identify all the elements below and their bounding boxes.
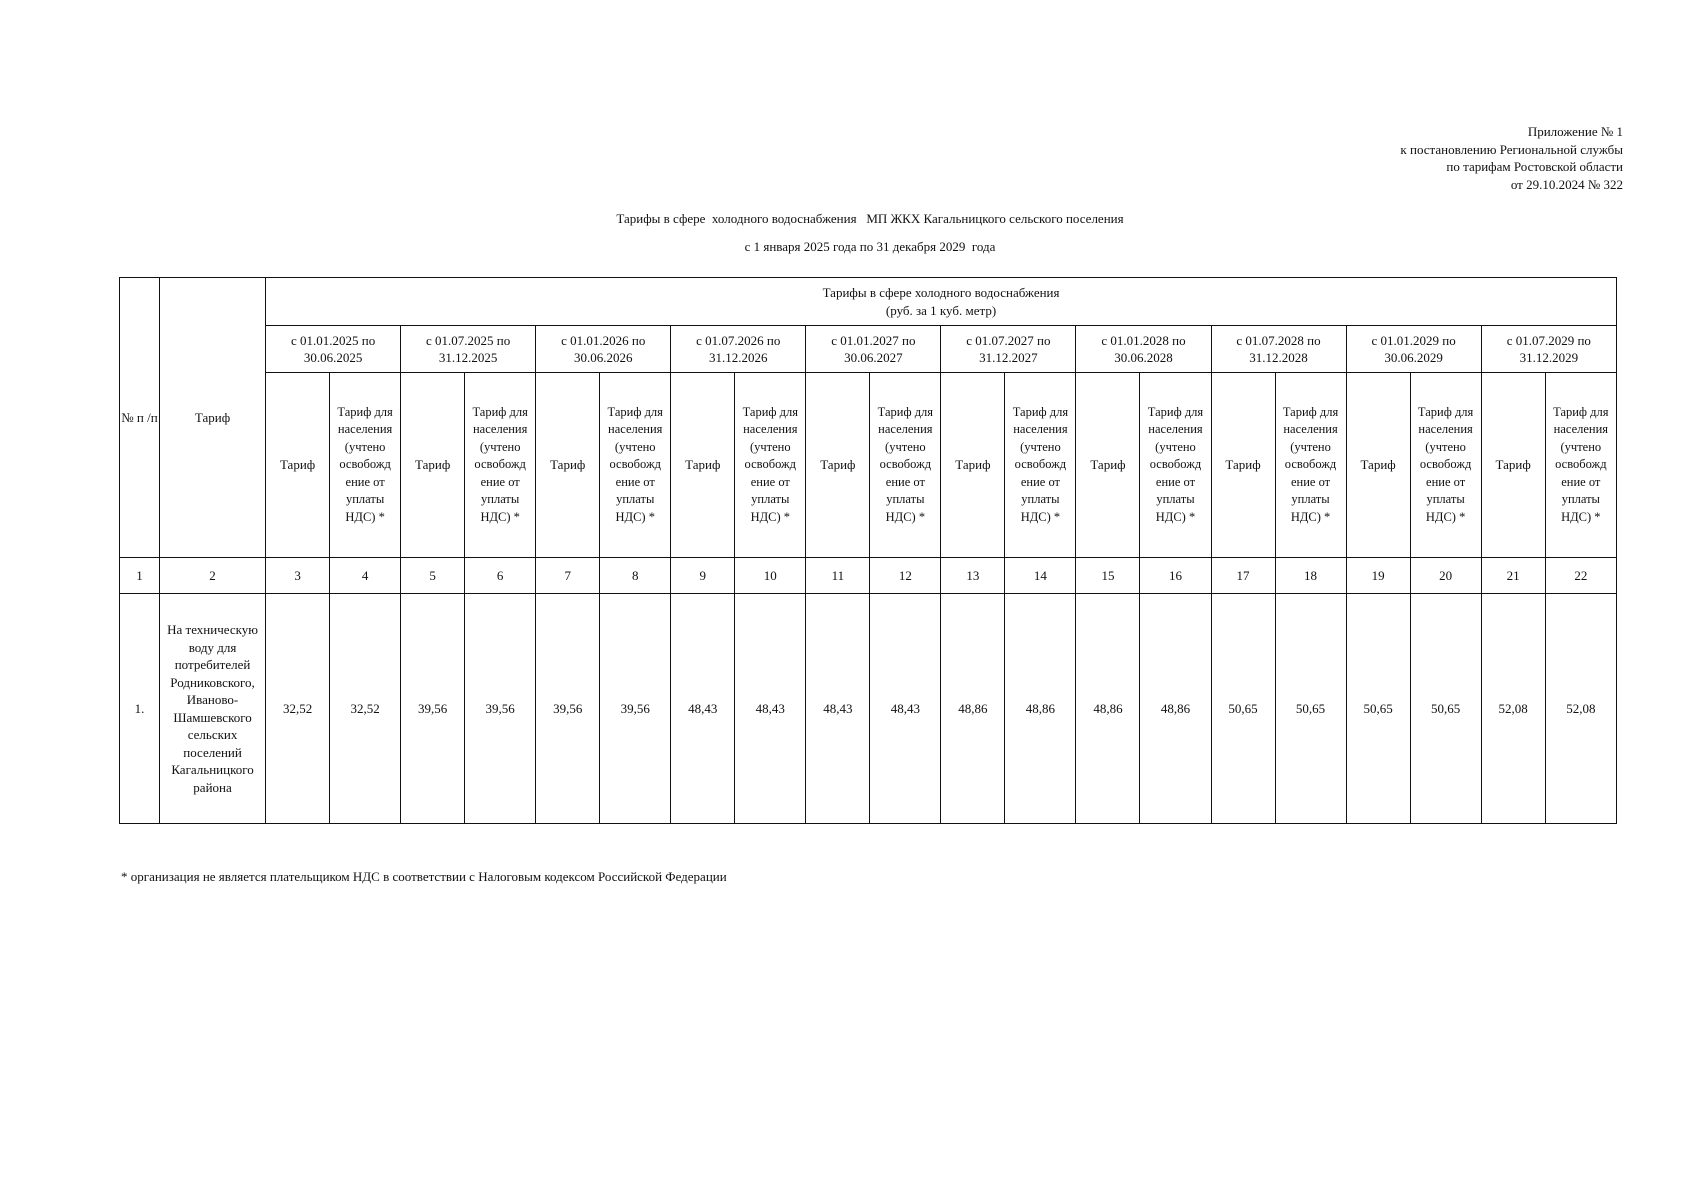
tariff-value: 48,43 <box>870 594 941 824</box>
header-tariff <box>160 278 266 558</box>
column-number: 22 <box>1545 558 1616 594</box>
sub-header-tariff: Тариф <box>266 373 330 558</box>
column-number: 20 <box>1410 558 1481 594</box>
sub-header-population-tariff: Тариф для населения (учтено освобожд ение от уплаты НДС) * <box>1005 373 1076 558</box>
document-subtitle: с 1 января 2025 года по 31 декабря 2029 года <box>744 239 996 254</box>
column-number: 2 <box>160 558 266 594</box>
appendix-line-4: от 29.10.2024 № 322 <box>1510 176 1623 192</box>
tariff-value: 48,86 <box>1005 594 1076 824</box>
sub-header-population-tariff: Тариф для населения (учтено освобожд ение от уплаты НДС) * <box>330 373 401 558</box>
sub-header-population-tariff: Тариф для населения (учтено освобожд ение от уплаты НДС) * <box>465 373 536 558</box>
column-number: 8 <box>600 558 671 594</box>
appendix-block <box>1400 123 1623 193</box>
column-number: 5 <box>401 558 465 594</box>
tariff-value: 50,65 <box>1275 594 1346 824</box>
sub-header-tariff: Тариф <box>806 373 870 558</box>
column-number: 19 <box>1346 558 1410 594</box>
tariff-value: 32,52 <box>330 594 401 824</box>
tariff-value: 52,08 <box>1481 594 1545 824</box>
tariff-value: 50,65 <box>1410 594 1481 824</box>
sub-header-population-tariff: Тариф для населения (учтено освобожд ение от уплаты НДС) * <box>600 373 671 558</box>
column-number: 9 <box>671 558 735 594</box>
tariff-table <box>119 277 1617 824</box>
sub-header-tariff: Тариф <box>941 373 1005 558</box>
sub-header-population-tariff: Тариф для населения (учтено освобожд ение от уплаты НДС) * <box>870 373 941 558</box>
tariff-value: 50,65 <box>1211 594 1275 824</box>
header-tariff-label: Тариф <box>194 409 231 425</box>
header-row-number-label: № п /п <box>121 409 158 425</box>
period-header: с 01.01.2027 по 30.06.2027 <box>806 326 941 373</box>
column-number: 13 <box>941 558 1005 594</box>
appendix-line-2: к постановлению Региональной службы <box>1400 141 1623 157</box>
column-number: 10 <box>735 558 806 594</box>
tariff-name: На техническую воду для потребителей Родниковского, Иваново-Шамшевского сельских поселений Кагальницкого района <box>160 594 266 824</box>
tariff-value: 48,43 <box>806 594 870 824</box>
period-header: с 01.07.2027 по 31.12.2027 <box>941 326 1076 373</box>
tariff-value: 39,56 <box>401 594 465 824</box>
footnote: * организация не является плательщиком НДС в соответствии с Налоговым кодексом Российской Федерации <box>121 869 727 884</box>
sub-header-population-tariff: Тариф для населения (учтено освобожд ение от уплаты НДС) * <box>1545 373 1616 558</box>
column-number: 17 <box>1211 558 1275 594</box>
tariff-value: 48,43 <box>671 594 735 824</box>
column-number: 4 <box>330 558 401 594</box>
tariff-value: 48,86 <box>941 594 1005 824</box>
column-number: 14 <box>1005 558 1076 594</box>
sub-header-population-tariff: Тариф для населения (учтено освобожд ение от уплаты НДС) * <box>1275 373 1346 558</box>
sub-header-population-tariff: Тариф для населения (учтено освобожд ение от уплаты НДС) * <box>1410 373 1481 558</box>
tariff-value: 48,86 <box>1076 594 1140 824</box>
appendix-line-3: по тарифам Ростовской области <box>1446 159 1623 174</box>
column-number: 7 <box>536 558 600 594</box>
header-group <box>266 278 1617 326</box>
period-header: с 01.01.2026 по 30.06.2026 <box>536 326 671 373</box>
sub-header-tariff: Тариф <box>1211 373 1275 558</box>
sub-header-tariff: Тариф <box>1076 373 1140 558</box>
column-number: 1 <box>120 558 160 594</box>
column-number: 3 <box>266 558 330 594</box>
table-row <box>120 594 1617 824</box>
sub-header-tariff: Тариф <box>401 373 465 558</box>
sub-header-tariff: Тариф <box>1481 373 1545 558</box>
row-number: 1. <box>120 594 160 824</box>
period-header: с 01.07.2025 по 31.12.2025 <box>401 326 536 373</box>
tariff-value: 50,65 <box>1346 594 1410 824</box>
document-title: Тарифы в сфере холодного водоснабжения МП ЖКХ Кагальницкого сельского поселения <box>616 211 1124 226</box>
period-header: с 01.07.2026 по 31.12.2026 <box>671 326 806 373</box>
tariff-value: 39,56 <box>600 594 671 824</box>
tariff-value: 48,43 <box>735 594 806 824</box>
column-number: 12 <box>870 558 941 594</box>
tariff-value: 39,56 <box>465 594 536 824</box>
sub-header-population-tariff: Тариф для населения (учтено освобожд ение от уплаты НДС) * <box>1140 373 1211 558</box>
column-number: 6 <box>465 558 536 594</box>
period-header: с 01.07.2028 по 31.12.2028 <box>1211 326 1346 373</box>
header-row-number <box>120 278 160 558</box>
sub-header-tariff: Тариф <box>536 373 600 558</box>
header-group-line-2: (руб. за 1 куб. метр) <box>885 302 997 318</box>
period-header: с 01.07.2029 по 31.12.2029 <box>1481 326 1616 373</box>
sub-header-population-tariff: Тариф для населения (учтено освобожд ение от уплаты НДС) * <box>735 373 806 558</box>
tariff-value: 32,52 <box>266 594 330 824</box>
sub-header-tariff: Тариф <box>1346 373 1410 558</box>
sub-header-tariff: Тариф <box>671 373 735 558</box>
column-number: 21 <box>1481 558 1545 594</box>
column-number: 15 <box>1076 558 1140 594</box>
period-header: с 01.01.2028 по 30.06.2028 <box>1076 326 1211 373</box>
column-number: 18 <box>1275 558 1346 594</box>
period-header: с 01.01.2025 по 30.06.2025 <box>266 326 401 373</box>
column-number: 11 <box>806 558 870 594</box>
period-header: с 01.01.2029 по 30.06.2029 <box>1346 326 1481 373</box>
column-number: 16 <box>1140 558 1211 594</box>
tariff-value: 52,08 <box>1545 594 1616 824</box>
tariff-value: 48,86 <box>1140 594 1211 824</box>
header-group-line-1: Тарифы в сфере холодного водоснабжения <box>822 285 1060 300</box>
tariff-value: 39,56 <box>536 594 600 824</box>
appendix-line-1: Приложение № 1 <box>1527 124 1623 139</box>
